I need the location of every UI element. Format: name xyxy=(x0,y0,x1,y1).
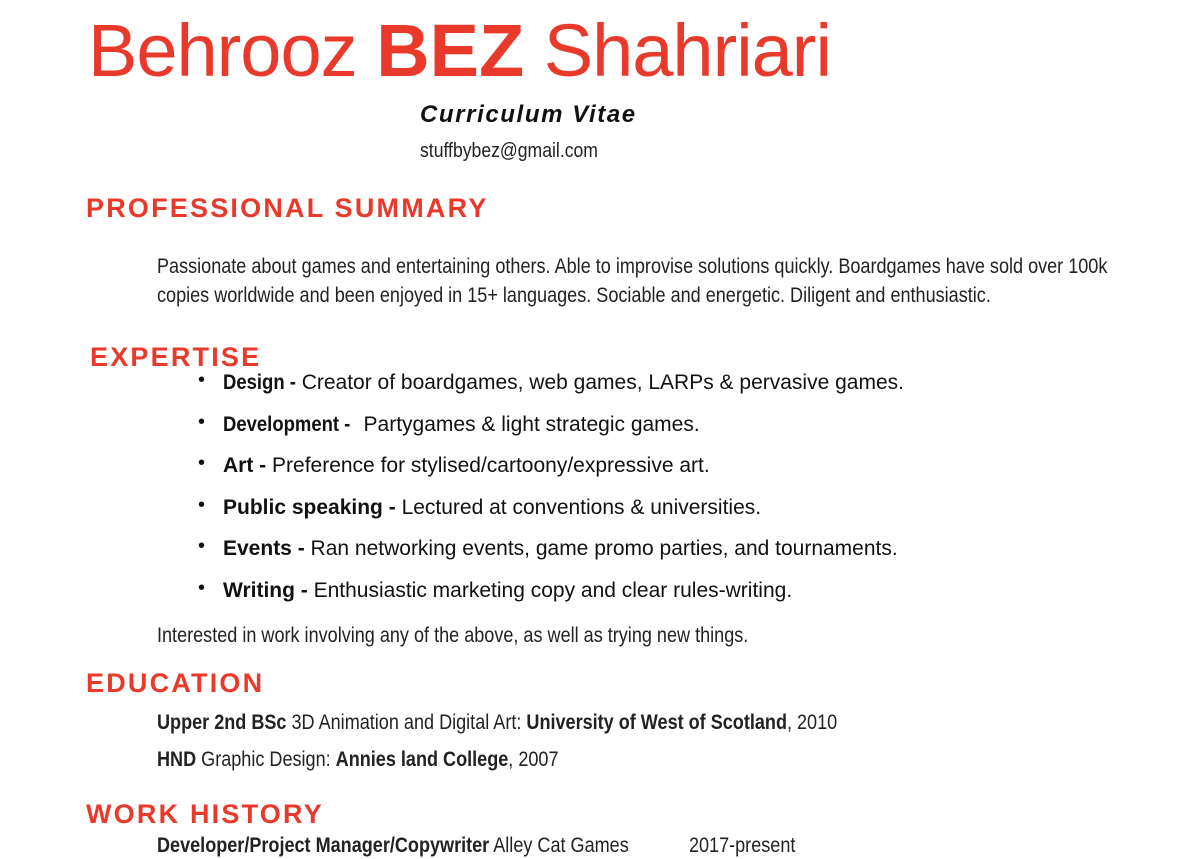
dates: 2017-present xyxy=(688,834,796,857)
expertise-text: Lectured at conventions & universities. xyxy=(401,495,762,519)
work-heading: WORK HISTORY xyxy=(86,799,324,829)
bullet: • xyxy=(198,369,206,391)
expertise-key: Events - xyxy=(223,537,305,561)
expertise-text: Partygames & light strategic games. xyxy=(363,412,700,436)
institution: Annies land College xyxy=(335,748,509,771)
education-entry xyxy=(157,709,837,736)
year: , 2010 xyxy=(786,711,838,734)
subject: Graphic Design: xyxy=(201,748,331,771)
expertise-text: Creator of boardgames, web games, LARPs & pervasive games. xyxy=(301,371,904,394)
expertise-key: Writing - xyxy=(223,578,308,602)
expertise-key: Development - xyxy=(223,412,351,436)
summary-heading: PROFESSIONAL SUMMARY xyxy=(86,193,489,223)
expertise-item-events xyxy=(198,535,904,580)
bullet: • xyxy=(198,452,206,475)
expertise-heading: EXPERTISE xyxy=(90,342,262,372)
cv-subtitle: Curriculum Vitae xyxy=(420,101,637,128)
institution: University of West of Scotland xyxy=(526,711,787,734)
education-heading: EDUCATION xyxy=(86,668,265,698)
expertise-item-writing xyxy=(198,576,904,622)
work-entry xyxy=(157,832,795,859)
bullet: • xyxy=(198,576,206,599)
expertise-text: Ran networking events, game promo parties, and tournaments. xyxy=(310,537,898,561)
subject: 3D Animation and Digital Art: xyxy=(291,711,522,734)
expertise-item-development xyxy=(198,410,904,456)
degree: Upper 2nd BSc xyxy=(157,711,287,734)
bullet: • xyxy=(198,535,206,558)
expertise-key: Design - xyxy=(223,371,296,394)
cv-name xyxy=(88,9,831,92)
last-name: Shahriari xyxy=(543,9,831,92)
bullet: • xyxy=(198,493,206,516)
nickname: BEZ xyxy=(376,9,525,92)
expertise-key: Art - xyxy=(223,454,267,478)
expertise-item-public-speaking xyxy=(198,493,904,539)
year: , 2007 xyxy=(508,748,559,771)
expertise-text: Enthusiastic marketing copy and clear rules-writing. xyxy=(313,578,793,602)
first-name: Behrooz xyxy=(88,9,357,92)
expertise-item-design xyxy=(198,369,904,414)
expertise-key: Public speaking - xyxy=(223,495,396,519)
expertise-list xyxy=(198,369,904,622)
expertise-text: Preference for stylised/cartoony/expressive art. xyxy=(272,454,710,478)
bullet: • xyxy=(198,410,206,433)
expertise-item-art xyxy=(198,452,904,497)
company: Alley Cat Games xyxy=(493,834,629,857)
summary-text: Passionate about games and entertaining others. Able to improvise solutions quickly. Boardgames have sold over 100k copies worldwide and been enjoyed in 15+ languages. Sociable and energetic. Diligent and enthusiastic. xyxy=(157,255,1108,307)
email-address: stuffbybez@gmail.com xyxy=(420,140,598,162)
education-entry xyxy=(157,746,558,773)
role: Developer/Project Manager/Copywriter xyxy=(157,834,490,857)
expertise-footer: Interested in work involving any of the above, as well as trying new things. xyxy=(157,624,749,647)
degree: HND xyxy=(157,748,197,771)
